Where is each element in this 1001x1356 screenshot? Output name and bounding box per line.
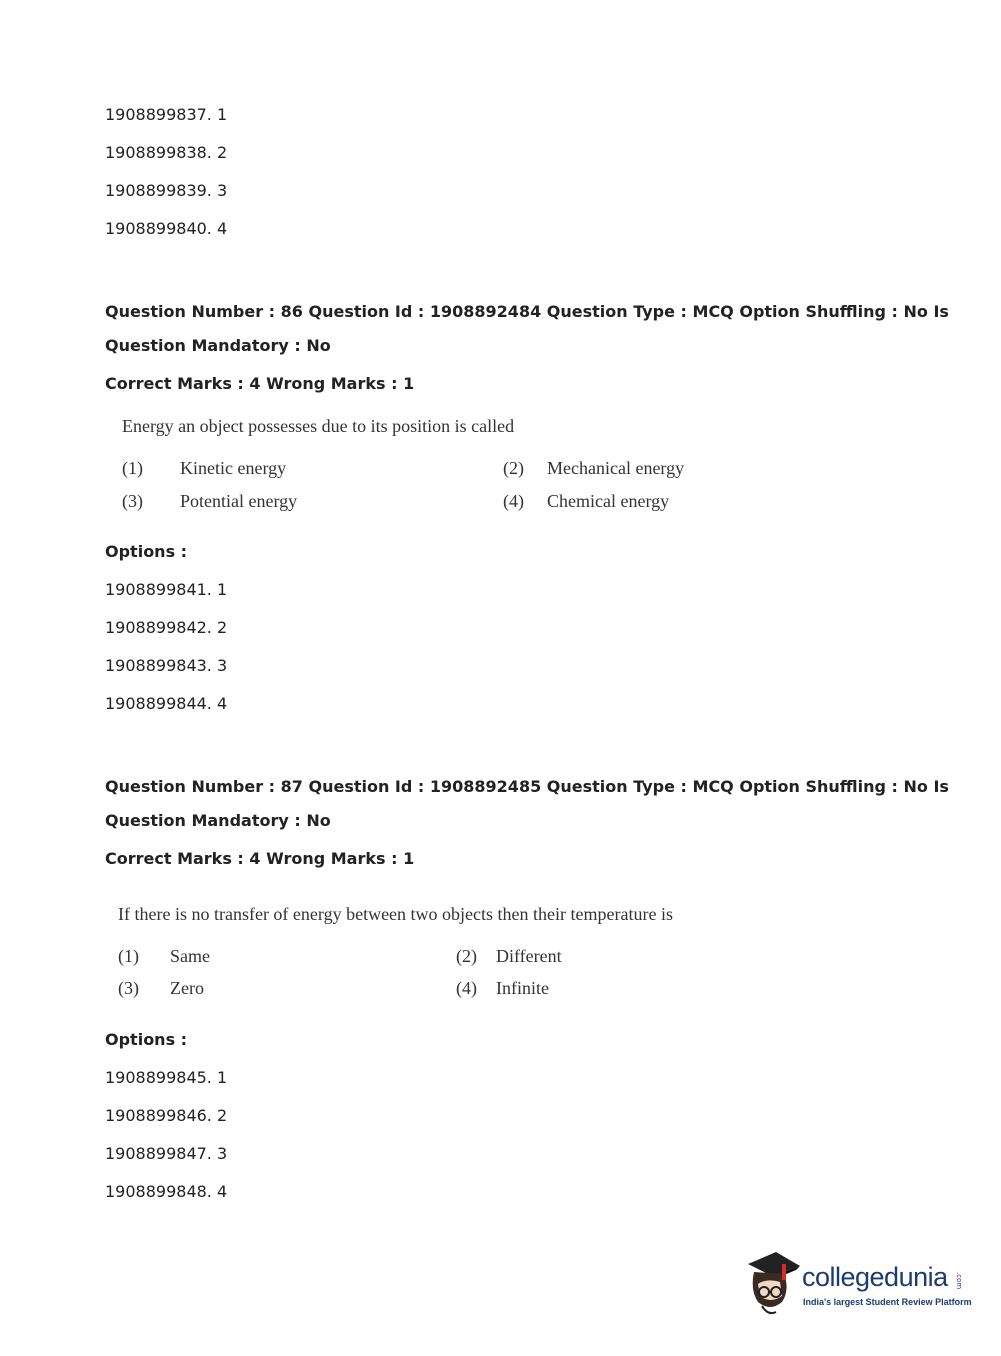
choice-number: (4) (456, 978, 477, 998)
choice-label: Mechanical energy (547, 458, 685, 478)
option-line: 1908899848. 4 (105, 1182, 228, 1201)
question-header: Question Number : 87 Question Id : 1908892485 Question Type : MCQ Option Shuffling : No Is (105, 777, 949, 796)
choice-number: (2) (503, 458, 524, 478)
mascot-icon (742, 1250, 802, 1320)
question-text: Energy an object possesses due to its position is called (122, 416, 515, 436)
option-line: 1908899838. 2 (105, 143, 228, 162)
choice-number: (3) (118, 978, 139, 998)
choice-number: (1) (118, 946, 139, 966)
option-line: 1908899842. 2 (105, 618, 228, 637)
option-line: 1908899843. 3 (105, 656, 228, 675)
choice-number: (3) (122, 491, 143, 511)
question-header-cont: Question Mandatory : No (105, 336, 331, 355)
question-marks: Correct Marks : 4 Wrong Marks : 1 (105, 849, 415, 868)
question-marks: Correct Marks : 4 Wrong Marks : 1 (105, 374, 415, 393)
logo-tagline: India's largest Student Review Platform (803, 1297, 972, 1307)
choice-label: Different (496, 946, 562, 966)
question-text: If there is no transfer of energy between two objects then their temperature is (118, 904, 673, 924)
choice-label: Infinite (496, 978, 549, 998)
choice-label: Potential energy (180, 491, 298, 511)
options-heading: Options : (105, 1030, 188, 1049)
choice-number: (2) (456, 946, 477, 966)
collegedunia-logo (742, 1250, 972, 1320)
option-line: 1908899839. 3 (105, 181, 228, 200)
choice-label: Zero (170, 978, 204, 998)
option-line: 1908899846. 2 (105, 1106, 228, 1125)
choice-label: Kinetic energy (180, 458, 287, 478)
option-line: 1908899845. 1 (105, 1068, 228, 1087)
choice-label: Same (170, 946, 210, 966)
question-header: Question Number : 86 Question Id : 1908892484 Question Type : MCQ Option Shuffling : No Is (105, 302, 949, 321)
choice-label: Chemical energy (547, 491, 670, 511)
logo-wordmark: collegedunia (802, 1262, 948, 1292)
option-line: 1908899840. 4 (105, 219, 228, 238)
option-line: 1908899844. 4 (105, 694, 228, 713)
option-line: 1908899841. 1 (105, 580, 228, 599)
choice-number: (4) (503, 491, 524, 511)
logo-suffix: .com (955, 1272, 963, 1290)
choice-number: (1) (122, 458, 143, 478)
question-header-cont: Question Mandatory : No (105, 811, 331, 830)
option-line: 1908899837. 1 (105, 105, 228, 124)
option-line: 1908899847. 3 (105, 1144, 228, 1163)
options-heading: Options : (105, 542, 188, 561)
